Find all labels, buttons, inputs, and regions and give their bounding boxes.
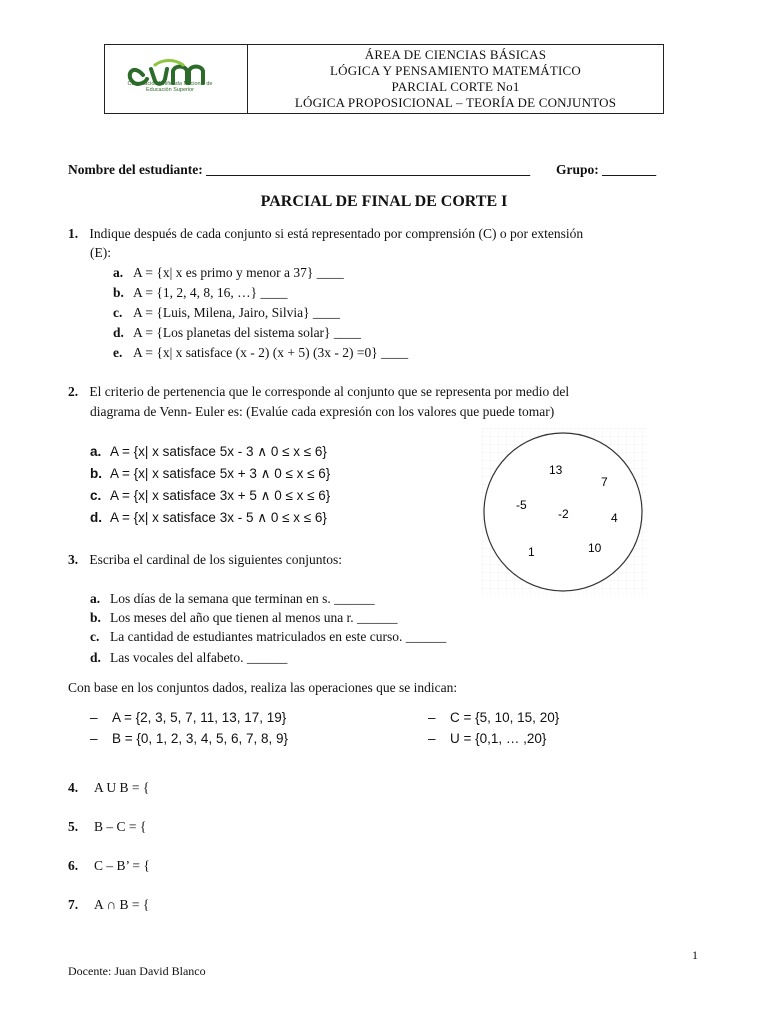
bullet-dash: – — [428, 731, 436, 746]
q2-item-letter: d. — [90, 510, 102, 525]
q2-prompt-line1 — [68, 384, 569, 400]
op-6 — [68, 858, 150, 874]
logo-cell — [105, 45, 248, 113]
q3-item-b — [90, 610, 398, 626]
q1-item-text: A = {Los planetas del sistema solar} ____ — [133, 325, 361, 340]
q1-prompt-line2: (E): — [90, 245, 111, 260]
op-text: A ∩ B = { — [94, 897, 150, 912]
q3-item-text: La cantidad de estudiantes matriculados en este curso. ______ — [110, 629, 447, 644]
q1-item-text: A = {1, 2, 4, 8, 16, …} ____ — [133, 285, 288, 300]
institution-logo — [105, 45, 247, 113]
q2-item-text: A = {x| x satisface 3x - 5 ∧ 0 ≤ x ≤ 6} — [110, 510, 327, 525]
q1-item-e — [113, 345, 408, 361]
header-table — [104, 44, 664, 114]
set-c-text: C = {5, 10, 15, 20} — [450, 710, 560, 725]
venn-number: 7 — [601, 475, 608, 489]
q3-item-d — [90, 650, 287, 666]
op-number: 7. — [68, 897, 79, 912]
op-text: C – B’ = { — [94, 858, 150, 873]
venn-number: 13 — [549, 463, 563, 477]
logo-caption: Corporación Unificada Nacional de Educación Superior — [127, 81, 213, 93]
q3-item-letter: a. — [90, 591, 101, 606]
op-text: B – C = { — [94, 819, 147, 834]
q2-number: 2. — [68, 384, 79, 399]
q2-text: El criterio de pertenencia que le corresponde al conjunto que se representa por medio del — [89, 384, 570, 399]
q3-item-letter: c. — [90, 629, 100, 644]
q3-item-text: Los días de la semana que terminan en s. ______ — [110, 591, 375, 606]
op-number: 5. — [68, 819, 79, 834]
op-text: A U B = { — [94, 780, 150, 795]
venn-number: 4 — [611, 511, 618, 525]
op-number: 4. — [68, 780, 79, 795]
q2-item-c — [90, 488, 330, 504]
venn-number: 10 — [588, 541, 602, 555]
q3-item-letter: d. — [90, 650, 101, 665]
header-titles — [248, 45, 663, 113]
q1-item-letter: d. — [113, 325, 124, 340]
op-5 — [68, 819, 146, 835]
q1-item-b — [113, 285, 287, 301]
q2-item-letter: b. — [90, 466, 102, 481]
op-number: 6. — [68, 858, 79, 873]
q1-prompt-line1 — [68, 226, 583, 242]
op-4 — [68, 780, 149, 796]
q1-number: 1. — [68, 226, 79, 241]
header-line-2: LÓGICA Y PENSAMIENTO MATEMÁTICO — [330, 63, 581, 78]
q3-item-text: Las vocales del alfabeto. ______ — [110, 650, 288, 665]
q2-item-text: A = {x| x satisface 5x + 3 ∧ 0 ≤ x ≤ 6} — [110, 466, 331, 481]
q1-item-letter: e. — [113, 345, 123, 360]
exam-title: PARCIAL DE FINAL DE CORTE I — [260, 193, 508, 210]
set-b-text: B = {0, 1, 2, 3, 4, 5, 6, 7, 8, 9} — [112, 731, 289, 746]
set-u-text: U = {0,1, … ,20} — [450, 731, 547, 746]
q2-item-b — [90, 466, 330, 482]
header-line-1: ÁREA DE CIENCIAS BÁSICAS — [364, 47, 547, 62]
q1-item-text: A = {Luis, Milena, Jairo, Silvia} ____ — [133, 305, 340, 320]
student-name-label: Nombre del estudiante: ________________________________________________ — [68, 162, 531, 177]
q1-item-d — [113, 325, 361, 341]
q3-item-letter: b. — [90, 610, 101, 625]
header-line-3: PARCIAL CORTE No1 — [391, 79, 520, 94]
q1-item-c — [113, 305, 340, 321]
op-7 — [68, 897, 149, 913]
header-line-4: LÓGICA PROPOSICIONAL – TEORÍA DE CONJUNTOS — [294, 95, 617, 110]
set-u — [428, 731, 546, 746]
q2-item-letter: c. — [90, 488, 102, 503]
bullet-dash: – — [428, 710, 436, 725]
q1-item-a — [113, 265, 344, 281]
q1-item-letter: a. — [113, 265, 124, 280]
set-a — [90, 710, 286, 725]
venn-number: 1 — [528, 545, 535, 559]
q2-prompt-line2: diagrama de Venn- Euler es: (Evalúe cada expresión con los valores que puede tomar) — [90, 404, 555, 419]
venn-number: -5 — [516, 498, 527, 512]
q3-item-c — [90, 629, 446, 645]
q2-item-text: A = {x| x satisface 3x + 5 ∧ 0 ≤ x ≤ 6} — [110, 488, 331, 503]
q3-item-a — [90, 591, 375, 607]
footer-teacher: Docente: Juan David Blanco — [68, 964, 206, 978]
q3-text: Escriba el cardinal de los siguientes conjuntos: — [89, 552, 343, 567]
venn-diagram — [482, 428, 646, 596]
bullet-dash: – — [90, 731, 98, 746]
q3-item-text: Los meses del año que tienen al menos una r. ______ — [110, 610, 398, 625]
set-b — [90, 731, 288, 746]
sets-intro: Con base en los conjuntos dados, realiza las operaciones que se indican: — [68, 680, 458, 695]
q2-item-text: A = {x| x satisface 5x - 3 ∧ 0 ≤ x ≤ 6} — [110, 444, 327, 459]
set-a-text: A = {2, 3, 5, 7, 11, 13, 17, 19} — [112, 710, 287, 725]
q1-item-letter: c. — [113, 305, 123, 320]
q3-prompt — [68, 552, 342, 568]
q2-item-letter: a. — [90, 444, 102, 459]
group-label: Grupo: ________ — [556, 162, 657, 177]
q3-number: 3. — [68, 552, 79, 567]
q2-item-a — [90, 444, 327, 460]
page-number: 1 — [692, 948, 698, 962]
q1-item-text: A = {x| x satisface (x - 2) (x + 5) (3x - 2) =0} ____ — [133, 345, 409, 360]
venn-number: -2 — [558, 507, 569, 521]
bullet-dash: – — [90, 710, 98, 725]
q1-item-letter: b. — [113, 285, 124, 300]
set-c — [428, 710, 559, 725]
q2-item-d — [90, 510, 327, 526]
q1-item-text: A = {x| x es primo y menor a 37} ____ — [133, 265, 344, 280]
q1-text: Indique después de cada conjunto si está representado por comprensión (C) o por extensión — [89, 226, 584, 241]
